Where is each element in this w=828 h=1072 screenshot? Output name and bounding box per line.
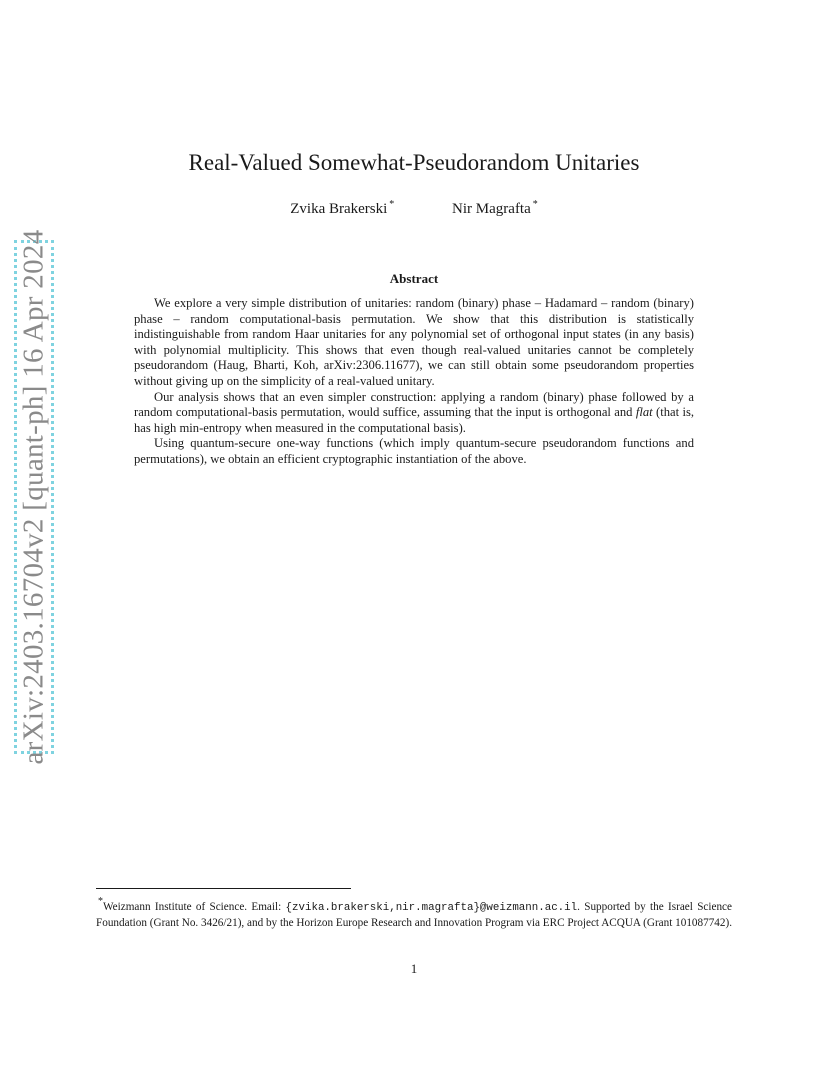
abstract-paragraph-2-part-1: Our analysis shows that an even simpler construction: applying a random (binary) phase followed by a random computational-basis permutation, would suffice, assuming that the input is orthogonal and [134,389,694,420]
arxiv-identifier-text: arXiv:2403.16704v2 [quant-ph] 16 Apr 2024 [17,229,50,765]
abstract-heading: Abstract [389,271,439,286]
footnote-divider [96,888,351,889]
abstract-paragraph-2-part-2: (that is, has high min-entropy when measured in the computational basis). [134,405,694,435]
author-1 [290,199,394,218]
author-1-name: Zvika Brakerski [290,201,388,217]
author-2-name: Nir Magrafta [452,201,531,217]
footnote-mark: * [98,896,103,907]
footnote-email: {zvika.brakerski,nir.magrafta}@weizmann.ac.il [285,902,578,914]
footnote-text-1: Weizmann Institute of Science. Email: [103,901,286,913]
author-2-footnote-mark: * [532,199,538,210]
author-list [0,199,828,218]
footnote [96,894,732,931]
page-number: 1 [410,961,418,976]
arxiv-identifier-stamp [14,229,54,765]
abstract-paragraph-3: Using quantum-secure one-way functions (which imply quantum-secure pseudorandom functions and permutations), we obtain an efficient cryptographic instantiation of the above. [134,436,694,466]
abstract-paragraph-2 [134,390,694,437]
footnote-text-2: . Supported by the Israel Science Foundation (Grant No. 3426/21), and by the Horizon Europe Research and Innovation Program via ERC Project ACQUA (Grant 101087742). [96,901,733,929]
abstract-body [134,296,694,468]
abstract-paragraph-2-italic: flat [635,405,653,420]
abstract-paragraph-1: We explore a very simple distribution of unitaries: random (binary) phase – Hadamard – random (binary) phase – random computational-basis permutation. We show that this distribution is statistically indistinguishable from random Haar unitaries for any polynomial set of orthogonal input states (in any basis) with polynomial multiplicity. This shows that even though real-valued unitaries cannot be completely pseudorandom (Haug, Bharti, Koh, arXiv:2306.11677), we can still obtain some pseudorandom properties without giving up on the simplicity of a real-valued unitary. [134,296,694,388]
author-2 [452,199,538,218]
author-1-footnote-mark: * [389,199,395,210]
paper-title: Real-Valued Somewhat-Pseudorandom Unitaries [188,150,640,175]
